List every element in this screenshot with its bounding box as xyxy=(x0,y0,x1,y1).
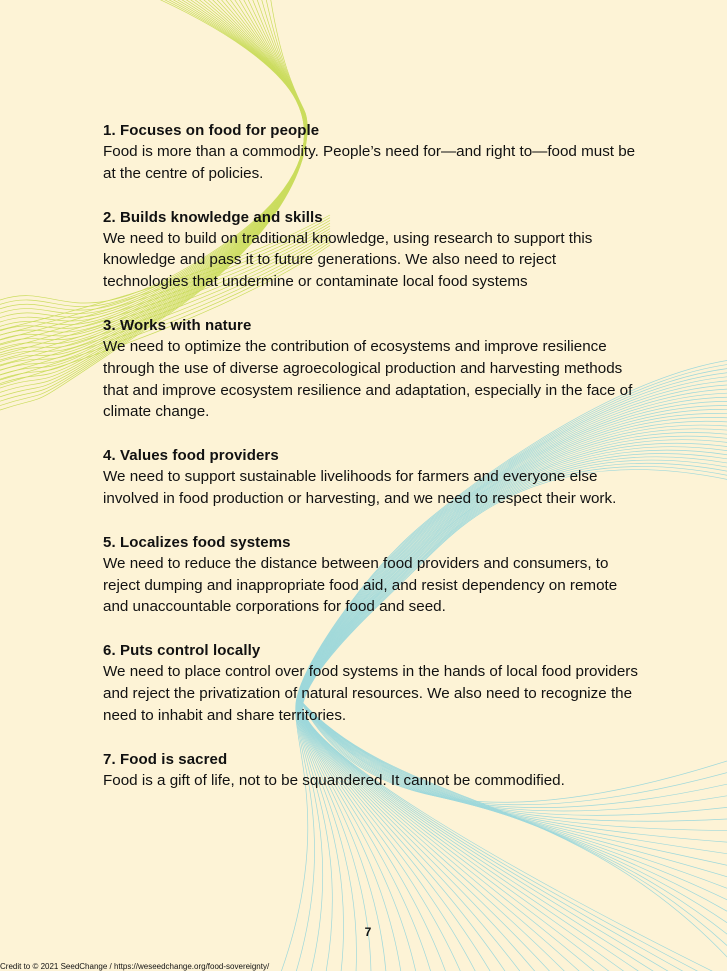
principle-6-body: We need to place control over food systems in the hands of local food providers and reject the privatization of natural resources. We also need to recognize the need to inhabit and share territories. xyxy=(103,663,638,724)
principle-6-title: 6. Puts control locally xyxy=(103,642,261,660)
principle-5-title: 5. Localizes food systems xyxy=(103,533,291,551)
principle-1-title: 1. Focuses on food for people xyxy=(103,122,320,139)
principle-5 xyxy=(103,532,643,618)
page-number: 7 xyxy=(364,925,372,939)
principle-7-title: 7. Food is sacred xyxy=(103,750,228,768)
credit-line: Credit to © 2021 SeedChange / https://weseedchange.org/food-sovereignty/ xyxy=(0,962,270,971)
principle-5-body: We need to reduce the distance between food providers and consumers, to reject dumping and inappropriate food aid, and resist dependency on remote and unaccountable corporations for food and seed. xyxy=(103,554,618,616)
principle-7-body: Food is a gift of life, not to be squandered. It cannot be commodified. xyxy=(103,771,565,789)
principle-3 xyxy=(103,315,643,423)
principle-4-title: 4. Values food providers xyxy=(103,447,279,465)
principle-4 xyxy=(103,445,643,510)
principle-1 xyxy=(103,120,643,185)
principle-1-body: Food is more than a commodity. People’s need for—and right to—food must be at the centre of policies. xyxy=(103,143,636,182)
principle-3-title: 3. Works with nature xyxy=(103,316,252,334)
principle-4-body: We need to support sustainable livelihoods for farmers and everyone else involved in food production or harvesting, and we need to respect their work. xyxy=(103,468,617,507)
principle-3-body: We need to optimize the contribution of ecosystems and improve resilience through the use of diverse agroecological production and harvesting methods that and improve ecosystem resilience and adaptation, especially in the face of climate change. xyxy=(103,337,633,421)
principle-2-body: We need to build on traditional knowledge, using research to support this knowledge and pass it to future generations. We also need to reject technologies that undermine or contaminate local food systems xyxy=(103,229,593,291)
principle-6 xyxy=(103,640,643,726)
principle-2-title: 2. Builds knowledge and skills xyxy=(103,208,323,226)
principle-7 xyxy=(103,749,643,792)
principle-2 xyxy=(103,207,643,293)
principles-list xyxy=(103,120,643,813)
